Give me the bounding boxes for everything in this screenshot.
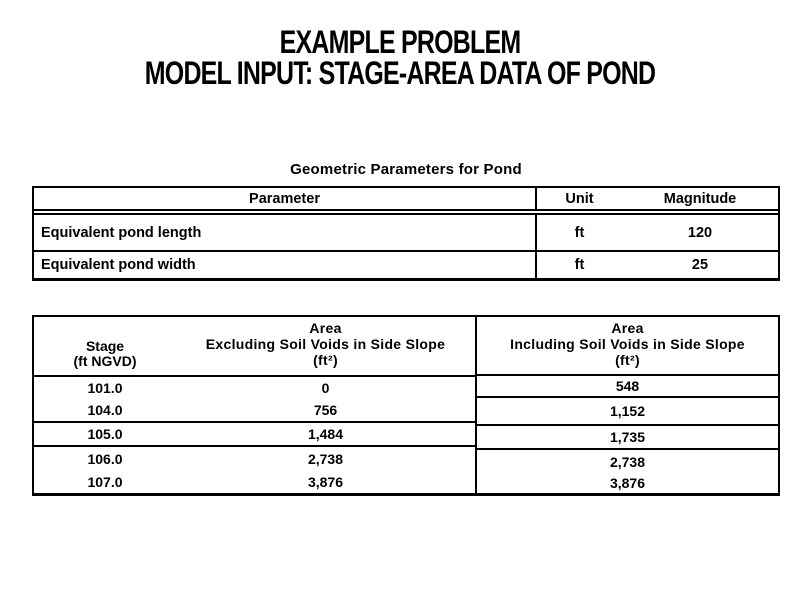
table-row bbox=[477, 426, 778, 450]
header-stage bbox=[34, 317, 176, 375]
cell-magnitude: 120 bbox=[687, 224, 713, 241]
table-row bbox=[477, 398, 778, 426]
slide-title-line1: EXAMPLE PROBLEM bbox=[279, 24, 521, 60]
table-row bbox=[34, 215, 778, 252]
cell-stage: 101.0 bbox=[87, 380, 123, 396]
table-row bbox=[34, 423, 475, 447]
cell-area-including: 1,152 bbox=[609, 403, 646, 419]
stage-area-right-header bbox=[477, 317, 778, 376]
stage-area-left-header bbox=[34, 317, 475, 377]
header-area-excluding bbox=[176, 317, 475, 375]
header-area-including-line1: Area bbox=[611, 320, 644, 336]
table-row bbox=[477, 473, 778, 493]
cell-stage: 106.0 bbox=[87, 451, 123, 467]
cell-stage: 105.0 bbox=[87, 426, 123, 442]
stage-area-table bbox=[32, 315, 780, 496]
cell-parameter: Equivalent pond length bbox=[41, 224, 202, 241]
header-stage-line1: Stage bbox=[85, 338, 125, 354]
table-row bbox=[34, 377, 475, 399]
table-row bbox=[34, 471, 475, 493]
header-stage-line2: (ft NGVD) bbox=[73, 353, 137, 369]
header-magnitude: Magnitude bbox=[663, 190, 737, 207]
geometric-table-header-row bbox=[34, 188, 778, 215]
cell-magnitude: 25 bbox=[691, 257, 709, 273]
table-row bbox=[34, 399, 475, 423]
header-area-excluding-line3: (ft²) bbox=[313, 352, 338, 368]
cell-stage: 107.0 bbox=[87, 474, 123, 490]
slide-title-line2: MODEL INPUT: STAGE-AREA DATA OF POND bbox=[144, 55, 656, 91]
table-row bbox=[34, 447, 475, 471]
header-area-excluding-line1: Area bbox=[309, 320, 342, 336]
table-row bbox=[34, 252, 778, 278]
cell-area-including: 1,735 bbox=[609, 429, 646, 445]
header-area-including-line2: Including Soil Voids in Side Slope bbox=[510, 336, 745, 352]
cell-area-including: 3,876 bbox=[609, 475, 646, 491]
header-area-including-line3: (ft²) bbox=[615, 352, 640, 368]
cell-parameter: Equivalent pond width bbox=[41, 257, 196, 273]
table-row bbox=[477, 450, 778, 473]
cell-area-excluding: 1,484 bbox=[307, 426, 344, 442]
geometric-table-caption: Geometric Parameters for Pond bbox=[290, 161, 522, 178]
cell-area-excluding: 0 bbox=[321, 380, 330, 396]
header-area-excluding-line2: Excluding Soil Voids in Side Slope bbox=[205, 336, 446, 352]
stage-area-right-section bbox=[475, 317, 778, 493]
cell-area-including: 2,738 bbox=[609, 453, 646, 470]
cell-area-excluding: 756 bbox=[313, 402, 338, 418]
cell-stage: 104.0 bbox=[87, 402, 123, 418]
cell-area-including: 548 bbox=[615, 378, 640, 394]
cell-unit: ft bbox=[535, 252, 622, 278]
table-row bbox=[477, 376, 778, 398]
cell-area-excluding: 3,876 bbox=[307, 474, 344, 490]
cell-unit: ft bbox=[535, 215, 622, 250]
cell-area-excluding: 2,738 bbox=[307, 451, 344, 467]
stage-area-left-section bbox=[34, 317, 475, 493]
header-unit: Unit bbox=[535, 188, 622, 209]
geometric-parameters-table bbox=[32, 186, 780, 281]
header-parameter: Parameter bbox=[249, 190, 320, 207]
slide-title bbox=[88, 24, 712, 91]
